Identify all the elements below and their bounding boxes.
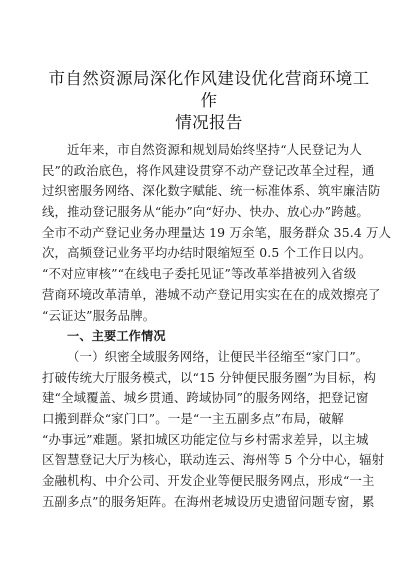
section-heading: 一、主要工作情况 [67,329,166,344]
document-body [42,140,392,512]
document-title [42,68,376,134]
body-line: 过织密服务网络、深化数字赋能、统一标准体系、筑牢廉洁防 [42,183,381,199]
body-line: “办事远”难题。紧扣城区功能定位与乡村需求差异，以主城 [42,431,369,447]
body-line: 金融机构、中介公司、开发企业等便民服务网点，形成“一主 [42,473,375,488]
body-line: 全市不动产登记业务办理量达 19 万余笔，服务群众 35.4 万人 [42,224,392,240]
body-line: 区智慧登记大厅为核心，联动连云、海州等 5 个分中心，辐射 [42,452,385,468]
body-line: 次，高频登记业务平均办结时限缩短至 0.5 个工作日以内。 [42,245,372,261]
body-line: 营商环境改革清单，港城不动产登记用实实在在的成效擦亮了 [42,286,381,302]
body-line: “不对应审核”“在线电子委托见证”等改革举措被列入省级 [42,266,357,282]
body-line: 建“全域覆盖、城乡贯通、跨域协同”的服务网络，把登记窗 [42,390,369,406]
title-line-2: 情况报告 [175,113,243,132]
body-line: 民”的政治底色，将作风建设贯穿不动产登记改革全过程，通 [42,162,375,178]
body-line: 打破传统大厅服务模式，以“15 分钟便民服务圈”为目标，构 [42,369,377,385]
body-line: 线，推动登记服务从“能办”向“好办、快办、放心办”跨越。 [42,204,369,220]
body-line: 五副多点”的服务矩阵。在海州老城设历史遗留问题专窗，累 [42,493,375,509]
body-line: （一）织密全域服务网络，让便民半径缩至“家门口”。 [67,348,369,364]
body-line: “云证达”服务品牌。 [42,307,156,323]
body-line: 口搬到群众“家门口”。一是“一主五副多点”布局，破解 [42,410,344,426]
body-line: 近年来，市自然资源和规划局始终坚持“人民登记为人 [67,142,362,157]
title-line-1: 市自然资源局深化作风建设优化营商环境工作 [48,69,370,110]
